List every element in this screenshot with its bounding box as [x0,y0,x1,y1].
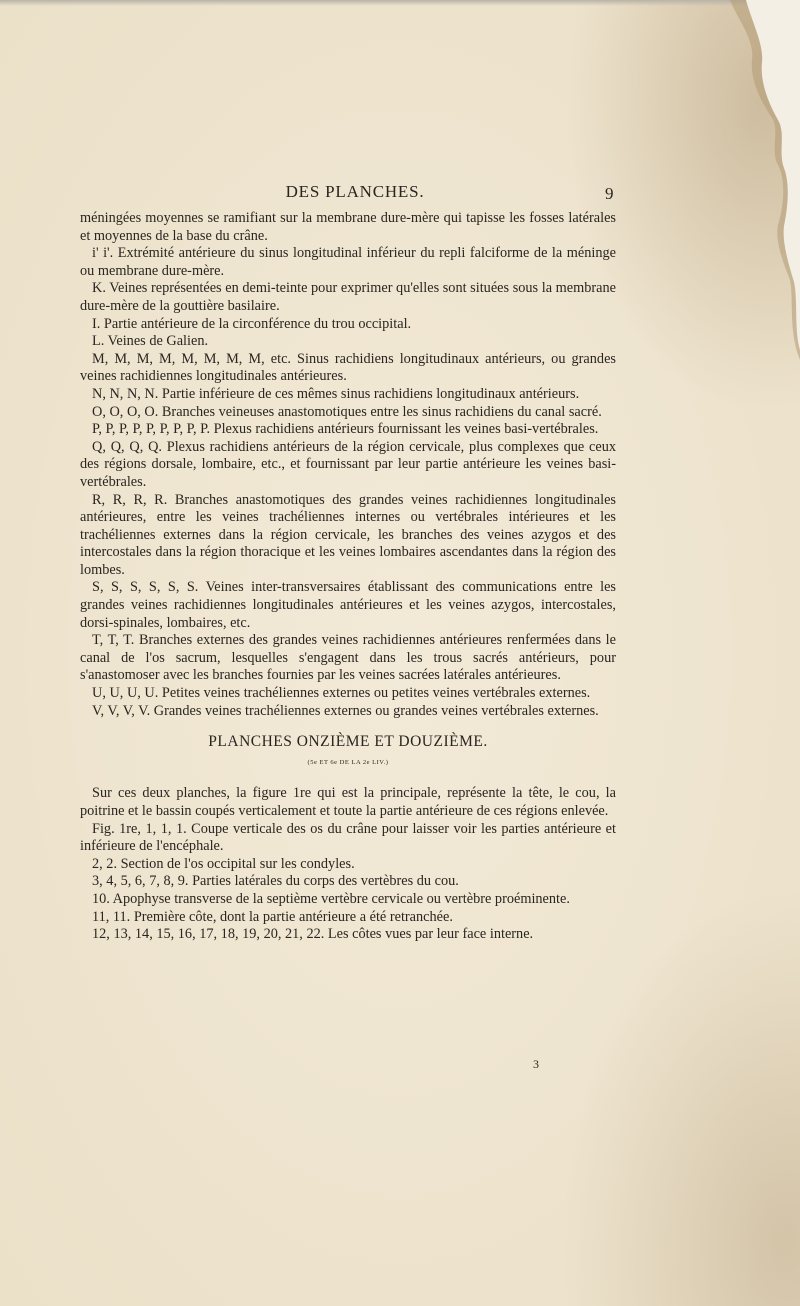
signature-mark: 3 [533,1057,539,1071]
paragraph: Fig. 1re, 1, 1, 1. Coupe verticale des os du crâne pour laisser voir les parties antérieure et inférieure de l'encéphale. [80,820,616,855]
section-heading: PLANCHES ONZIÈME ET DOUZIÈME. [208,733,488,751]
paragraph: S, S, S, S, S, S. Veines inter-transversaires établissant des communications entre les grandes veines rachidiennes longitudinales antérieures et les veines azygos, intercostales, dorsi-spinales, lombaires, etc. [80,579,616,631]
paragraph: M, M, M, M, M, M, M, M, etc. Sinus rachidiens longitudinaux antérieurs, ou grandes veines rachidiennes longitudinales antérieures. [80,350,616,385]
page-header [0,182,800,208]
paragraph: 11, 11. Première côte, dont la partie antérieure a été retranchée. [92,908,453,925]
paragraph: N, N, N, N. Partie inférieure de ces mêmes sinus rachidiens longitudinaux antérieurs. [92,385,580,402]
page-number: 9 [605,184,614,203]
section-subheading: (5e ET 6e DE LA 2e LIV.) [307,758,389,766]
paragraph: Sur ces deux planches, la figure 1re qui est la principale, représente la tête, le cou, la poitrine et le bassin coupés verticalement et toute la partie antérieure de ces régions enlevée. [80,785,616,819]
paragraph: I. Partie antérieure de la circonférence du trou occipital. [92,315,412,332]
running-title: DES PLANCHES. [285,182,425,201]
paragraph: U, U, U, U. Petites veines trachéliennes externes ou petites veines vertébrales externes. [92,685,591,702]
paragraph: L. Veines de Galien. [92,333,209,350]
paragraph: i' i'. Extrémité antérieure du sinus longitudinal inférieur du repli falciforme de la méninge ou membrane dure-mère. [80,245,616,279]
paragraph: P, P, P, P, P, P, P, P, P. Plexus rachidiens antérieurs fournissant les veines basi-vertébrales. [92,421,599,438]
paragraph: K. Veines représentées en demi-teinte pour exprimer qu'elles sont situées sous la membrane dure-mère de la gouttière basilaire. [80,280,616,314]
legend-entries [80,210,616,720]
paragraph: T, T, T. Branches externes des grandes veines rachidiennes antérieures renfermées dans le canal de l'os sacrum, lesquelles s'engagent dans les trous sacrés antérieurs, pour s'anastomoser avec les branches fournies par les veines sacrées latérales antérieures. [80,632,616,684]
plate-description [80,785,616,943]
paragraph: R, R, R, R. Branches anastomotiques des grandes veines rachidiennes longitudinales antérieures, entre les veines trachéliennes internes ou vertébrales intérieures et les trachéliennes externes dans la région cervicale, les branches des veines azygos et des intercostales dans la région thoracique et les veines lombaires ascendantes dans la région des lombes. [80,491,616,578]
body-text [80,210,616,944]
paragraph: O, O, O, O. Branches veineuses anastomotiques entre les sinus rachidiens du canal sacré. [92,403,602,420]
paragraph: méningées moyennes se ramifiant sur la membrane dure-mère qui tapisse les fosses latérales et moyennes de la base du crâne. [80,210,616,244]
paragraph: 10. Apophyse transverse de la septième vertèbre cervicale ou vertèbre proéminente. [92,890,570,907]
paragraph: 12, 13, 14, 15, 16, 17, 18, 19, 20, 21, 22. Les côtes vues par leur face interne. [92,926,534,943]
paragraph: 3, 4, 5, 6, 7, 8, 9. Parties latérales du corps des vertèbres du cou. [92,873,459,890]
paragraph: 2, 2. Section de l'os occipital sur les condyles. [92,855,355,872]
paragraph: V, V, V, V. Grandes veines trachéliennes externes ou grandes veines vertébrales externes. [92,702,599,719]
paragraph: Q, Q, Q, Q. Plexus rachidiens antérieurs de la région cervicale, plus complexes que ceux des régions dorsale, lombaire, etc., et fournissant par leur partie antérieure les veines basi-vertébrales. [80,438,616,490]
